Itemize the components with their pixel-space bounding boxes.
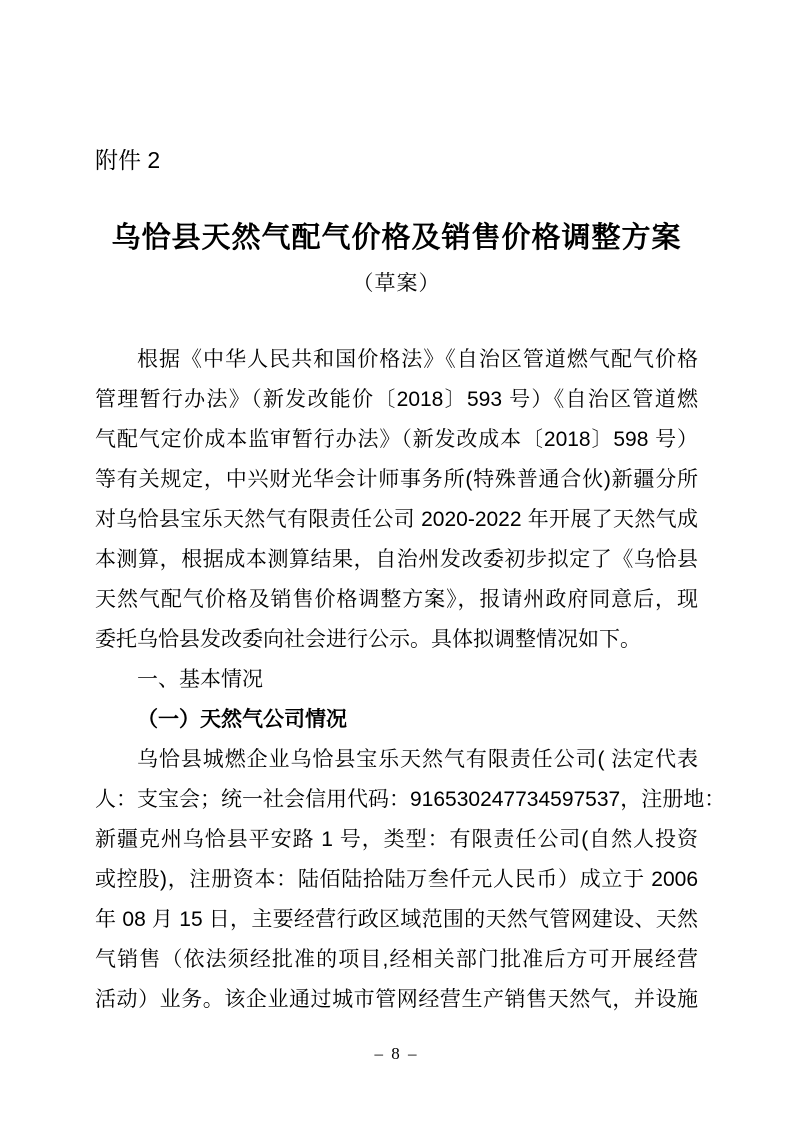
- paragraph2-line-4: 或控股)，注册资本：陆佰陆拾陆万叁仟元人民币）成立于 2006: [95, 868, 698, 891]
- paragraph1-line-5: 对乌恰县宝乐天然气有限责任公司 2020-2022 年开展了天然气成: [95, 508, 698, 531]
- paragraph2-line-2: 人：支宝会；统一社会信用代码：916530247734597537，注册地：: [95, 788, 726, 811]
- document-title: 乌恰县天然气配气价格及销售价格调整方案: [111, 222, 682, 254]
- paragraph2-line-1: 乌恰县城燃企业乌恰县宝乐天然气有限责任公司( 法定代表: [137, 748, 698, 771]
- paragraph2-line-3: 新疆克州乌恰县平安路 1 号，类型：有限责任公司(自然人投资: [95, 828, 698, 851]
- section-heading-basic-situation: 一、基本情况: [137, 668, 263, 691]
- paragraph1-line-8: 委托乌恰县发改委向社会进行公示。具体拟调整情况如下。: [95, 628, 641, 651]
- paragraph2-line-6: 气销售（依法须经批准的项目,经相关部门批准后方可开展经营: [95, 948, 698, 971]
- subsection-heading-gas-company: （一）天然气公司情况: [137, 708, 347, 731]
- paragraph1-line-7: 天然气配气价格及销售价格调整方案》，报请州政府同意后，现: [95, 588, 698, 611]
- attachment-label: 附件 2: [95, 147, 161, 173]
- paragraph1-line-4: 等有关规定，中兴财光华会计师事务所(特殊普通合伙)新疆分所: [95, 468, 698, 491]
- paragraph1-line-3: 气配气定价成本监审暂行办法》（新发改成本〔2018〕598 号）: [95, 428, 698, 451]
- paragraph2-line-7: 活动）业务。该企业通过城市管网经营生产销售天然气，并设施: [95, 988, 698, 1011]
- paragraph1-line-2: 管理暂行办法》（新发改能价〔2018〕593 号）《自治区管道燃: [95, 388, 698, 411]
- paragraph2-line-5: 年 08 月 15 日，主要经营行政区域范围的天然气管网建设、天然: [95, 908, 698, 931]
- document-subtitle: （草案）: [352, 272, 441, 295]
- document-body: [95, 340, 726, 1020]
- paragraph1-line-1: 根据《中华人民共和国价格法》《自治区管道燃气配气价格: [137, 348, 698, 371]
- paragraph1-line-6: 本测算，根据成本测算结果，自治州发改委初步拟定了《乌恰县: [95, 548, 698, 571]
- page-number: – 8 –: [374, 1044, 419, 1063]
